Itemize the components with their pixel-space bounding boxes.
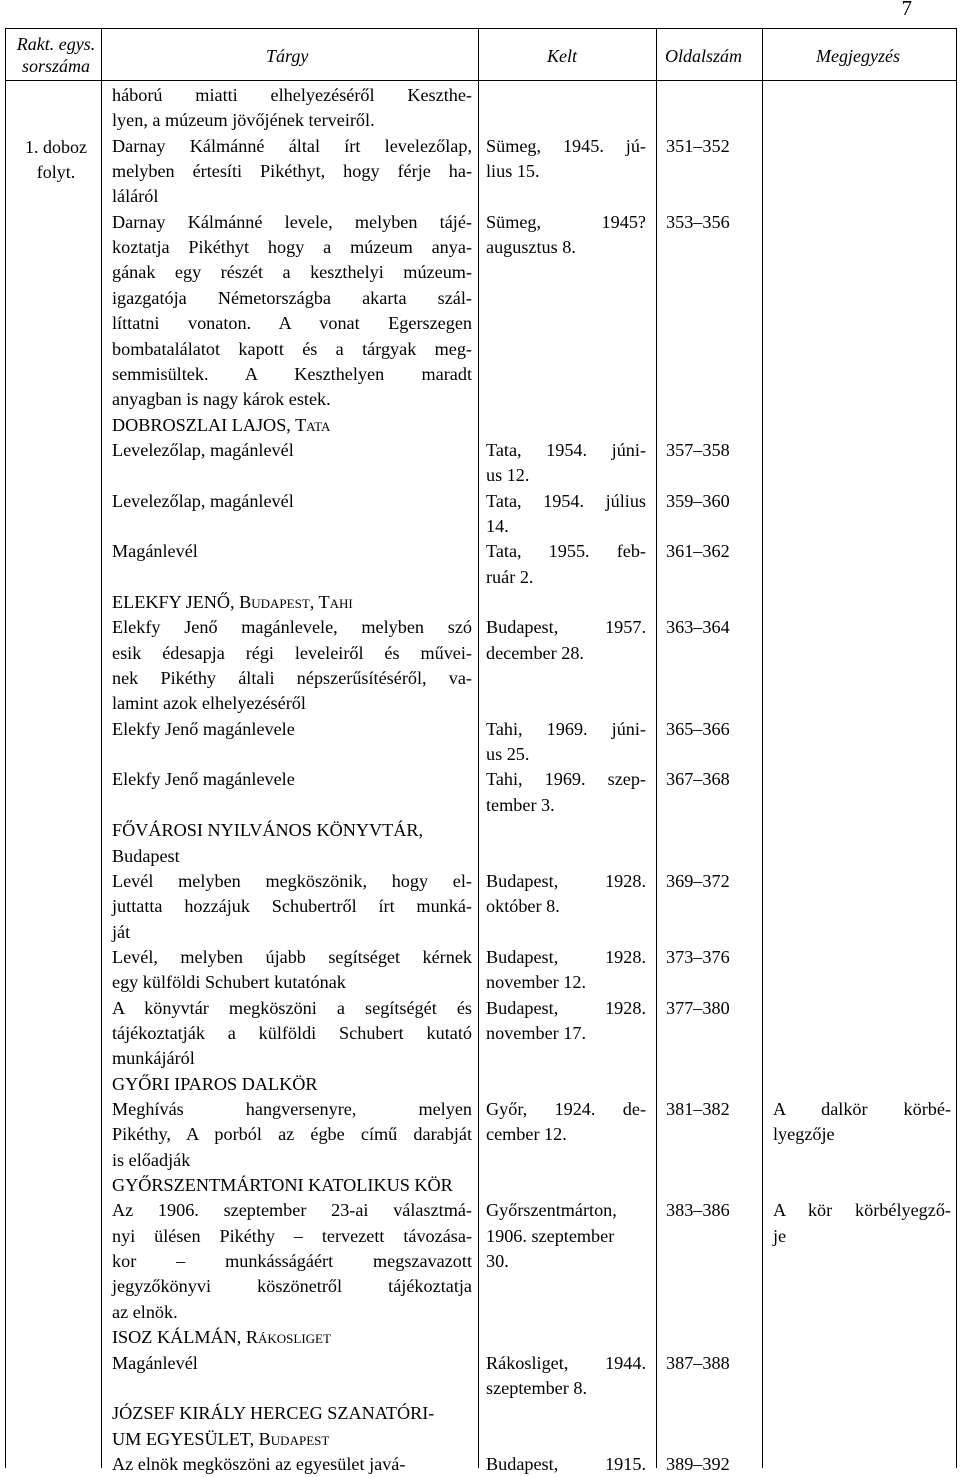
subject-line: Pikéthy, A porból az égbe című darabját (112, 1124, 472, 1144)
date-line: Tata, 1954. júni- (486, 440, 646, 460)
subject-line: GYŐRI IPAROS DALKÖR (112, 1074, 318, 1094)
date-line: Budapest, 1928. (486, 998, 646, 1018)
page-range: 363–364 (666, 617, 730, 637)
page-range: 383–386 (666, 1200, 730, 1220)
date-line: Tahi, 1969. szep- (486, 769, 646, 789)
subject-line: Magánlevél (112, 1353, 198, 1373)
subject-line: gának egy részét a keszthelyi múzeum- (112, 262, 472, 282)
subject-line: lyen, a múzeum jövőjének terveiről. (112, 110, 375, 130)
date-line: lius 15. (486, 161, 540, 181)
page-number: 7 (901, 0, 912, 20)
page-range: 361–362 (666, 541, 730, 561)
page-range: 369–372 (666, 871, 730, 891)
date-line: Sümeg, 1945. jú- (486, 136, 646, 156)
page-range: 381–382 (666, 1099, 730, 1119)
subject-line: lamint azok elhelyezéséről (112, 693, 306, 713)
date-line: Budapest, 1928. (486, 871, 646, 891)
subject-line: A könyvtár megköszöni a segítségét és (112, 998, 472, 1018)
date-line: Rákosliget, 1944. (486, 1353, 646, 1373)
subject-line: egy külföldi Schubert kutatónak (112, 972, 346, 992)
subject-line: Darnay Kálmánné levele, melyben tájé- (112, 212, 472, 232)
subject-line: Az 1906. szeptember 23-ai választmá- (112, 1200, 472, 1220)
subject-line: Meghívás hangversenyre, melyen (112, 1099, 472, 1119)
subject-line: FŐVÁROSI NYILVÁNOS KÖNYVTÁR, (112, 820, 424, 840)
subject-line: Az elnök megköszöni az egyesület javá- (112, 1454, 406, 1474)
subject-line: UM EGYESÜLET, Budapest (112, 1429, 330, 1449)
column-divider (478, 29, 479, 1468)
subject-line: az elnök. (112, 1302, 178, 1322)
subject-line: nyi ülésen Pikéthy – tervezett távozása- (112, 1226, 472, 1246)
date-line: us 12. (486, 465, 530, 485)
date-line: Tata, 1954. július (486, 491, 646, 511)
header-targy: Tárgy (266, 46, 309, 66)
subject-line: Levelezőlap, magánlevél (112, 491, 294, 511)
date-line: szeptember 8. (486, 1378, 587, 1398)
subject-line: jegyzőkönyvi köszönetről tájékoztatja (112, 1276, 472, 1296)
date-line: november 17. (486, 1023, 587, 1043)
subject-line: tájékoztatják a külföldi Schubert kutató (112, 1023, 472, 1043)
page-range: 367–368 (666, 769, 730, 789)
subject-line: esik édesapja régi leveleiről és művei- (112, 643, 472, 663)
date-line: us 25. (486, 744, 530, 764)
note-line: A kör körbélyegző- (773, 1200, 951, 1220)
header-col0-line2: sorszáma (21, 56, 91, 76)
page-range: 387–388 (666, 1353, 730, 1373)
subject-line: melyben értesíti Pikéthyt, hogy férje ha- (112, 161, 472, 181)
date-line: november 12. (486, 972, 587, 992)
subject-line: Elekfy Jenő magánlevele (112, 719, 295, 739)
page-range: 357–358 (666, 440, 730, 460)
subject-line: Magánlevél (112, 541, 198, 561)
date-line: Tata, 1955. feb- (486, 541, 646, 561)
subject-line: koztatja Pikéthyt hogy a múzeum anya- (112, 237, 472, 257)
subject-line: is előadják (112, 1150, 191, 1170)
page-range: 373–376 (666, 947, 730, 967)
subject-line: GYŐRSZENTMÁRTONI KATOLIKUS KÖR (112, 1175, 453, 1195)
header-kelt: Kelt (547, 46, 577, 66)
header-col0-line1: Rakt. egys. (16, 34, 96, 54)
subject-line: háború miatti elhelyezéséről Keszthe- (112, 85, 472, 105)
column-divider (762, 29, 763, 1468)
subject-line: DOBROSZLAI LAJOS, Tata (112, 415, 331, 435)
date-line: ruár 2. (486, 567, 534, 587)
subject-line: munkájáról (112, 1048, 195, 1068)
subject-line: líttatni vonaton. A vonat Egerszegen (112, 313, 472, 333)
subject-line: Elekfy Jenő magánlevele, melyben szó (112, 617, 472, 637)
page-range: 353–356 (666, 212, 730, 232)
date-line: 30. (486, 1251, 509, 1271)
date-line: október 8. (486, 896, 560, 916)
note-line: je (773, 1226, 787, 1246)
date-line: Tahi, 1969. júni- (486, 719, 646, 739)
header-divider (6, 80, 956, 81)
subject-line: igazgatója Németországba akarta szál- (112, 288, 472, 308)
note-line: A dalkör körbé- (773, 1099, 951, 1119)
date-line: 14. (486, 516, 509, 536)
date-line: Sümeg, 1945? (486, 212, 646, 232)
date-line: 1906. szeptember (486, 1226, 615, 1246)
subject-line: bombatalálatot kapott és a tárgyak meg- (112, 339, 472, 359)
subject-line: Elekfy Jenő magánlevele (112, 769, 295, 789)
date-line: december 28. (486, 643, 584, 663)
page-range: 359–360 (666, 491, 730, 511)
column-divider (101, 29, 102, 1468)
date-line: cember 12. (486, 1124, 567, 1144)
page-range: 389–392 (666, 1454, 730, 1474)
subject-line: Budapest (112, 846, 180, 866)
date-line: Budapest, 1957. (486, 617, 646, 637)
subject-line: semmisültek. A Keszthelyen maradt (112, 364, 472, 384)
header-col0 (12, 33, 100, 77)
subject-line: nek Pikéthy általi népszerűsítéséről, va- (112, 668, 472, 688)
subject-line: ISOZ KÁLMÁN, Rákosliget (112, 1327, 331, 1347)
subject-line: Darnay Kálmánné által írt levelezőlap, (112, 136, 472, 156)
date-line: Budapest, 1928. (486, 947, 646, 967)
subject-line: ELEKFY JENŐ, Budapest, Tahi (112, 592, 353, 612)
subject-line: juttatta hozzájuk Schubertről írt munká- (112, 896, 472, 916)
date-line: Budapest, 1915. (486, 1454, 646, 1474)
date-line: Győr, 1924. de- (486, 1099, 646, 1119)
subject-line: láláról (112, 186, 159, 206)
archive-table (5, 28, 957, 1474)
box-label-line1: 1. doboz (25, 137, 87, 157)
page-range: 377–380 (666, 998, 730, 1018)
header-megjegyzes: Megjegyzés (816, 46, 900, 66)
subject-line: JÓZSEF KIRÁLY HERCEG SZANATÓRI- (112, 1403, 435, 1423)
date-line: Győrszentmárton, (486, 1200, 617, 1220)
column-divider (656, 29, 657, 1468)
box-label-line2: folyt. (36, 162, 76, 182)
subject-line: Levél melyben megköszönik, hogy el- (112, 871, 472, 891)
note-line: lyegzője (773, 1124, 835, 1144)
box-label (12, 135, 100, 185)
page-range: 365–366 (666, 719, 730, 739)
date-line: augusztus 8. (486, 237, 576, 257)
date-line: tember 3. (486, 795, 555, 815)
page-range: 351–352 (666, 136, 730, 156)
subject-line: ját (112, 922, 131, 942)
header-oldalszam: Oldalszám (665, 46, 743, 66)
subject-line: kor – munkásságáért megszavazott (112, 1251, 472, 1271)
subject-line: Levelezőlap, magánlevél (112, 440, 294, 460)
subject-line: anyagban is nagy károk estek. (112, 389, 331, 409)
subject-line: Levél, melyben újabb segítséget kérnek (112, 947, 472, 967)
